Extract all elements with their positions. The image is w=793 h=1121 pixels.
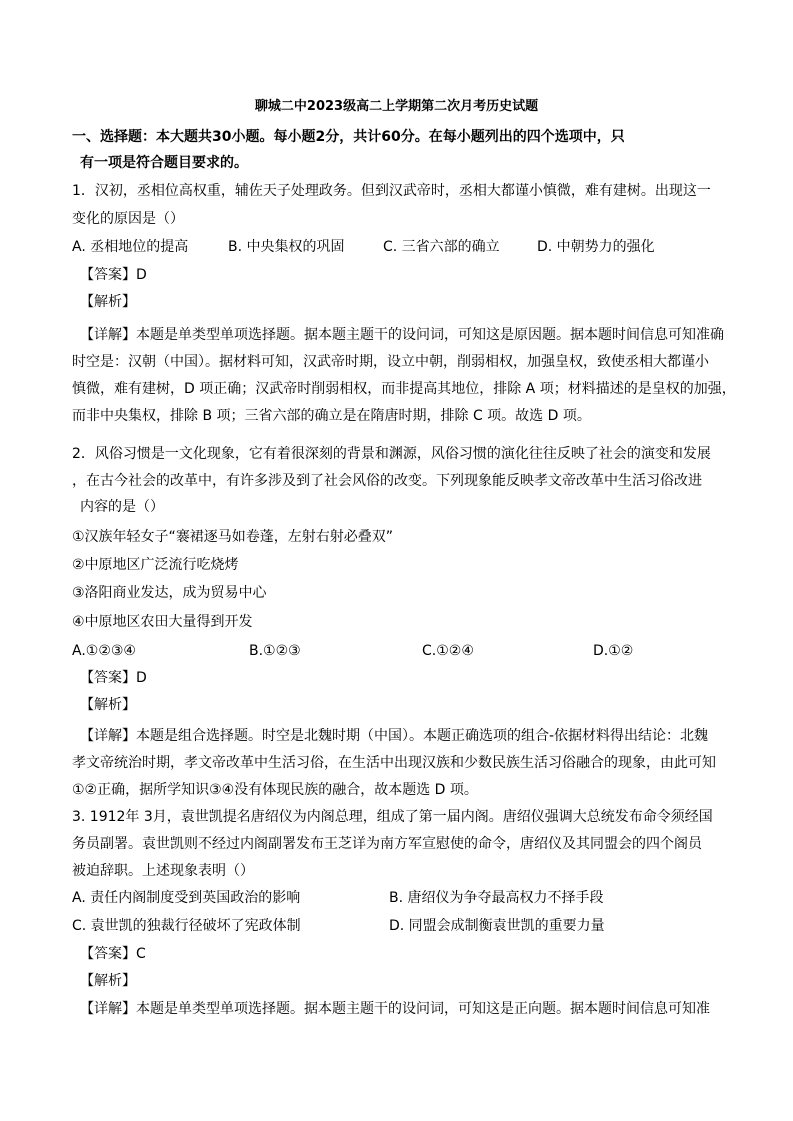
q3-option-b: B. 唐绍仪为争夺最高权力不择手段 xyxy=(389,890,604,906)
q2-option-c: C.①②④ xyxy=(422,643,474,659)
q3-detail-line: 【详解】本题是单类型单项选择题。据本题主题干的设问词，可知这是正向题。据本题时间信息可知准 xyxy=(80,1001,710,1017)
q2-option-a: A.①②③④ xyxy=(72,643,136,659)
q1-detail-line: 【详解】本题是单类型单项选择题。据本题主题干的设问词，可知这是原因题。据本题时间信息可知准确 xyxy=(80,327,724,343)
q2-detail-line: 【详解】本题是组合选择题。时空是北魏时期（中国）。本题正确选项的组合-依据材料得出结论：北魏 xyxy=(80,728,709,744)
q3-analysis-label: 【解析】 xyxy=(80,973,136,989)
q3-answer: 【答案】C xyxy=(80,946,146,962)
q2-option-b: B.①②③ xyxy=(249,643,301,659)
q2-item: ③洛阳商业发达，成为贸易中心 xyxy=(72,585,267,601)
q1-analysis-label: 【解析】 xyxy=(80,294,136,310)
q2-stem-line: 内容的是（） xyxy=(80,499,164,515)
q2-stem-line: ，在古今社会的改革中，有许多涉及到了社会风俗的改变。下列现象能反映孝文帝改革中生活习俗改进 xyxy=(72,473,702,489)
q1-detail-line: 而非中央集权，排除 B 项；三省六部的确立是在隋唐时期，排除 C 项。故选 D 项。 xyxy=(72,408,591,424)
q1-option-c: C. 三省六部的确立 xyxy=(383,239,500,255)
q2-option-d: D.①② xyxy=(593,643,634,659)
q3-stem-line: 被迫辞职。上述现象表明（） xyxy=(72,863,254,879)
q2-detail-line: ①②正确，据所学知识③④没有体现民族的融合，故本题选 D 项。 xyxy=(72,782,478,798)
q2-item: ②中原地区广泛流行吃烧烤 xyxy=(72,557,239,573)
q3-option-a: A. 责任内阁制度受到英国政治的影响 xyxy=(72,890,301,906)
q3-stem-line: 3. 1912年 3月，袁世凯提名唐绍仪为内阁总理，组成了第一届内阁。唐绍仪强调大总统发布命令须经国 xyxy=(72,809,713,825)
q2-item: ④中原地区农田大量得到开发 xyxy=(72,614,253,630)
q3-stem-line: 务员副署。袁世凯则不经过内阁副署发布王芝详为南方军宣慰使的命令，唐绍仪及其同盟会的四个阁员 xyxy=(72,836,702,852)
q1-option-a: A. 丞相地位的提高 xyxy=(72,239,189,255)
page-title: 聊城二中2023级高二上学期第二次月考历史试题 xyxy=(254,99,539,114)
section-heading-line2: 有一项是符合题目要求的。 xyxy=(80,155,248,171)
q1-stem-line: 1．汉初，丞相位高权重，辅佐天子处理政务。但到汉武帝时，丞相大都谨小慎微，难有建树。出现这一 xyxy=(72,183,711,199)
q1-option-d: D. 中朝势力的强化 xyxy=(537,239,655,255)
q2-item: ①汉族年轻女子“褰裙逐马如卷蓬，左射右射必叠双” xyxy=(72,529,394,545)
q1-answer: 【答案】D xyxy=(80,267,147,283)
section-heading-line1: 一、选择题：本大题共30小题。每小题2分，共计60分。在每小题列出的四个选项中，只 xyxy=(72,129,625,145)
q1-stem-line: 变化的原因是（） xyxy=(72,211,184,227)
q3-option-d: D. 同盟会成制衡袁世凯的重要力量 xyxy=(389,918,605,934)
q2-stem-line: 2．风俗习惯是一文化现象，它有着很深刻的背景和渊源，风俗习惯的演化往往反映了社会的演变和发展 xyxy=(72,446,711,462)
q1-option-b: B. 中央集权的巩固 xyxy=(228,239,345,255)
q2-analysis-label: 【解析】 xyxy=(80,697,136,713)
q2-detail-line: 孝文帝统治时期，孝文帝改革中生活习俗，在生活中出现汉族和少数民族生活习俗融合的现象，由此可知 xyxy=(72,755,716,771)
q1-detail-line: 时空是：汉朝（中国）。据材料可知，汉武帝时期，设立中朝，削弱相权，加强皇权，致使丞相大都谨小 xyxy=(72,354,709,370)
q2-answer: 【答案】D xyxy=(80,670,147,686)
q3-option-c: C. 袁世凯的独裁行径破坏了宪政体制 xyxy=(72,918,301,934)
q1-detail-line: 慎微，难有建树，D 项正确；汉武帝时削弱相权，而非提高其地位，排除 A 项；材料描述的是皇权的加强， xyxy=(72,381,736,397)
